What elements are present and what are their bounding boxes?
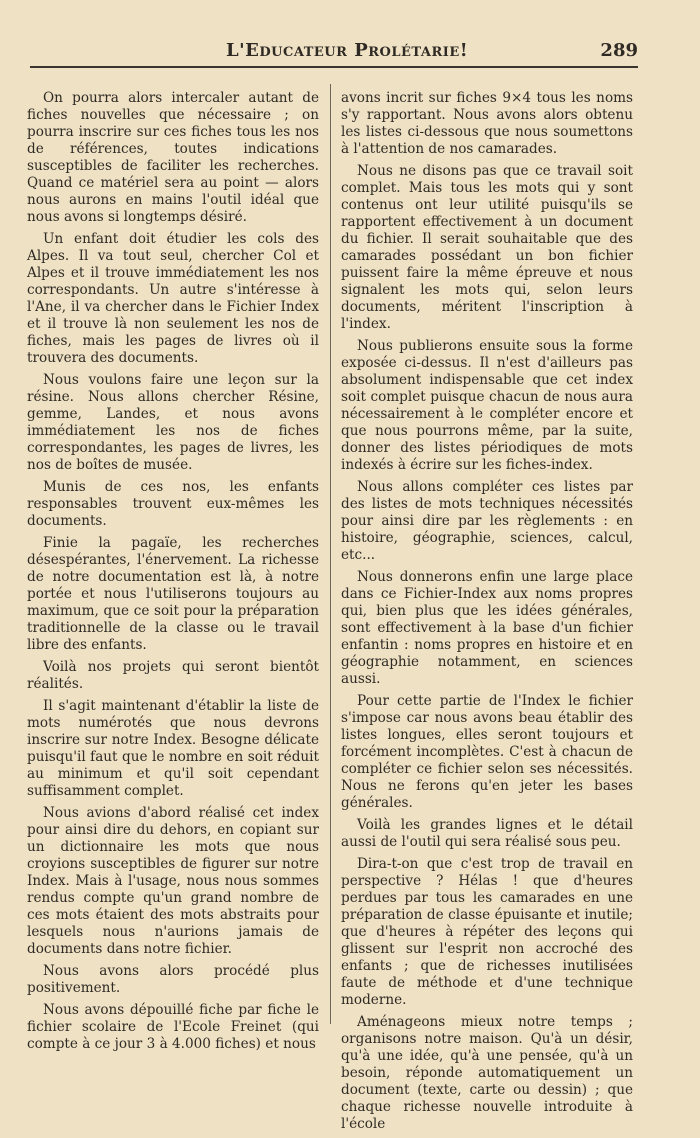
paragraph: Nous publierons ensuite sous la forme exposée ci-dessus. Il n'est d'ailleurs pas absolument indispensable que cet index soit complet puisque chacun de nous aura nécessairement à le compléter encore et que nous pourrons même, par la suite, donner des listes périodiques de mots indexés à écrire sur les fiches-index. [341, 338, 633, 473]
paragraph: Voilà les grandes lignes et le détail aussi de l'outil qui sera réalisé sous peu. [341, 817, 633, 850]
paragraph: Nous avons alors procédé plus positivement. [27, 963, 319, 996]
paragraph: Munis de ces nos, les enfants responsables trouvent eux-mêmes les documents. [27, 479, 319, 529]
paragraph: Nous avons dépouillé fiche par fiche le fichier scolaire de l'Ecole Freinet (qui compte à ce jour 3 à 4.000 fiches) et nous [27, 1002, 319, 1052]
paragraph: Il s'agit maintenant d'établir la liste de mots numérotés que nous devrons inscrire sur notre Index. Besogne délicate puisqu'il faut que le nombre en soit réduit au minimum et qu'il soit cependant suffisamment complet. [27, 698, 319, 799]
paragraph: Nous voulons faire une leçon sur la résine. Nous allons chercher Résine, gemme, Landes, et nous avons immédiatement les nos de fiches correspondantes, les pages de livres, les nos de boîtes de musée. [27, 372, 319, 473]
paragraph: Nous allons compléter ces listes par des listes de mots techniques nécessités pour ainsi dire par les règlements : en histoire, géographie, sciences, calcul, etc... [341, 479, 633, 563]
running-title: L'Educateur Prolétarie! [226, 40, 469, 61]
column-divider [330, 84, 331, 1024]
paragraph: Aménageons mieux notre temps ; organisons notre maison. Qu'à un désir, qu'à une idée, qu'à une pensée, qu'à un besoin, réponde automatiquement un document (texte, carte ou dessin) ; que chaque richesse nouvelle introduite à l'école [341, 1014, 633, 1132]
paragraph: Nous avions d'abord réalisé cet index pour ainsi dire du dehors, en copiant sur un dictionnaire les mots que nous croyions susceptibles de figurer sur notre Index. Mais à l'usage, nous nous sommes rendus compte qu'un grand nombre de ces mots étaient des mots abstraits pour lesquels nous n'aurions jamais de documents dans notre fichier. [27, 805, 319, 957]
paragraph: Nous donnerons enfin une large place dans ce Fichier-Index aux noms propres qui, bien plus que les idées générales, sont effectivement à la base d'un fichier enfantin : noms propres en histoire et en géographie notamment, en sciences aussi. [341, 569, 633, 687]
paragraph: On pourra alors intercaler autant de fiches nouvelles que nécessaire ; on pourra inscrire sur ces fiches tous les nos de références, toutes indications susceptibles de faciliter les recherches. Quand ce matériel sera au point — alors nous aurons en mains l'outil idéal que nous avons si longtemps désiré. [27, 90, 319, 225]
paragraph: Un enfant doit étudier les cols des Alpes. Il va tout seul, chercher Col et Alpes et il trouve immédiatement les nos correspondants. Un autre s'intéresse à l'Ane, il va chercher dans le Fichier Index et il trouve là non seulement les nos de fiches, mais les pages de livres où il trouvera des documents. [27, 231, 319, 366]
paragraph: Finie la pagaïe, les recherches désespérantes, l'énervement. La richesse de notre documentation est là, à notre portée et nous l'utiliserons toujours au maximum, que ce soit pour la préparation traditionnelle de la classe ou le travail libre des enfants. [27, 535, 319, 653]
page-header [30, 40, 638, 68]
page-number: 289 [600, 40, 638, 61]
right-column [341, 90, 633, 1138]
paragraph: Dira-t-on que c'est trop de travail en perspective ? Hélas ! que d'heures perdues par tous les camarades en une préparation de classe épuisante et inutile; que d'heures à répéter des leçons qui glissent sur l'esprit non accroché des enfants ; que de richesses inutilisées faute de méthode et d'une technique moderne. [341, 856, 633, 1008]
paragraph: Voilà nos projets qui seront bientôt réalités. [27, 659, 319, 692]
paragraph: Pour cette partie de l'Index le fichier s'impose car nous avons beau établir des listes longues, elles seront toujours et forcément incomplètes. C'est à chacun de compléter ce fichier selon ses nécessités. Nous ne ferons qu'en jeter les bases générales. [341, 693, 633, 811]
paragraph: avons incrit sur fiches 9×4 tous les noms s'y rapportant. Nous avons alors obtenu les listes ci-dessous que nous soumettons à l'attention de nos camarades. [341, 90, 633, 157]
paragraph: Nous ne disons pas que ce travail soit complet. Mais tous les mots qui y sont contenus ont leur utilité puisqu'ils se rapportent effectivement à un document du fichier. Il serait souhaitable que des camarades possédant un bon fichier puissent faire la même épreuve et nous signalent les mots qui, selon leurs documents, méritent l'inscription à l'index. [341, 163, 633, 332]
left-column [27, 90, 319, 1058]
